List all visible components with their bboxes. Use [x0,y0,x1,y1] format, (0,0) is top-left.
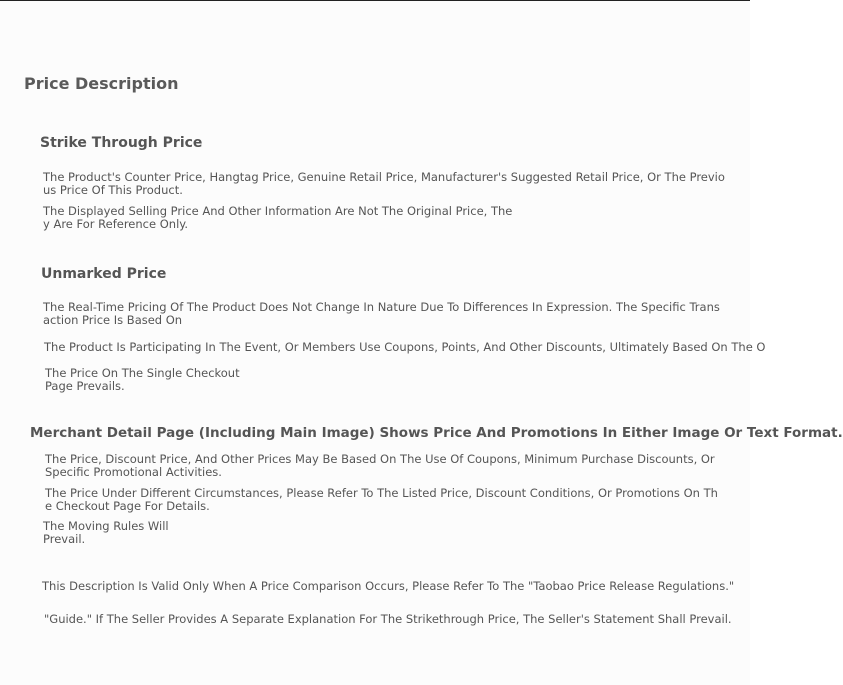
paragraph-line: The Product Is Participating In The Event, Or Members Use Coupons, Points, And Other Discounts, Ultimately Based On The O [44,340,766,354]
paragraph-line: Page Prevails. [45,379,125,393]
unmarked-paragraph-2 [44,340,766,354]
paragraph-line: e Checkout Page For Details. [45,499,210,513]
strike-through-paragraph-1 [43,171,725,197]
strike-through-paragraph-2 [43,205,512,231]
paragraph-line: The Moving Rules Will [43,519,169,533]
unmarked-paragraph-3 [45,367,240,393]
merchant-paragraph-1 [45,453,715,479]
paragraph-line: The Real-Time Pricing Of The Product Does Not Change In Nature Due To Differences In Expression. The Specific Trans [43,300,720,314]
section-heading-strike-through: Strike Through Price [40,135,203,151]
paragraph-line: The Product's Counter Price, Hangtag Price, Genuine Retail Price, Manufacturer's Suggested Retail Price, Or The Previo [43,170,725,184]
section-heading-unmarked: Unmarked Price [41,266,167,282]
paragraph-line: The Price, Discount Price, And Other Prices May Be Based On The Use Of Coupons, Minimum Purchase Discounts, Or [45,452,715,466]
paragraph-line: action Price Is Based On [43,313,183,327]
paragraph-line: The Price Under Different Circumstances, Please Refer To The Listed Price, Discount Conditions, Or Promotions On Th [45,486,718,500]
paragraph-line: The Displayed Selling Price And Other Information Are Not The Original Price, The [43,204,513,218]
paragraph-line: us Price Of This Product. [43,183,183,197]
page-title: Price Description [24,74,179,93]
price-description-page [0,1,843,685]
merchant-paragraph-2 [45,487,718,513]
unmarked-paragraph-1 [43,301,720,327]
merchant-paragraph-3 [43,520,169,546]
paragraph-line: Prevail. [43,532,86,546]
footer-note-1: This Description Is Valid Only When A Price Comparison Occurs, Please Refer To The "Taobao Price Release Regulations." [42,579,735,593]
paragraph-line: y Are For Reference Only. [43,217,189,231]
paragraph-line: Specific Promotional Activities. [45,465,222,479]
footer-note-2: "Guide." If The Seller Provides A Separate Explanation For The Strikethrough Price, The Seller's Statement Shall Prevail. [44,612,732,626]
section-heading-merchant: Merchant Detail Page (Including Main Image) Shows Price And Promotions In Either Image Or Text Format. [30,425,843,441]
paragraph-line: The Price On The Single Checkout [45,366,240,380]
